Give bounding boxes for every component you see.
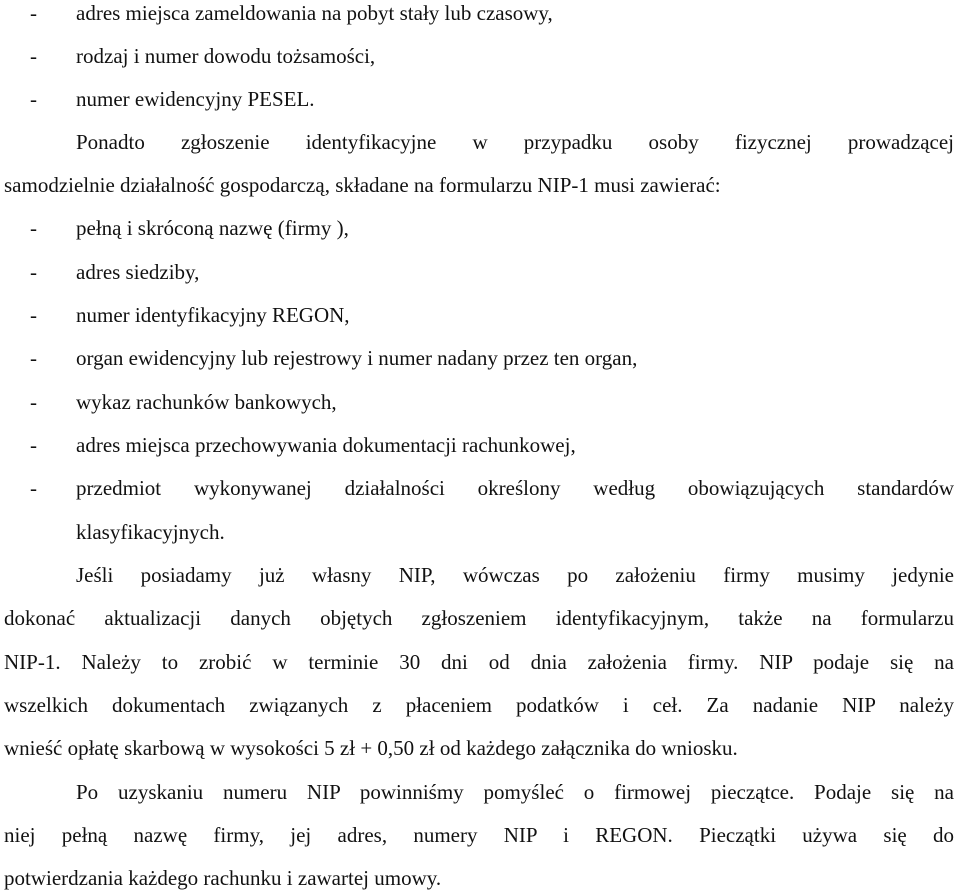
paragraph-line: potwierdzania każdego rachunku i zawartej umowy. bbox=[4, 866, 442, 890]
paragraph-line: samodzielnie działalność gospodarczą, składane na formularzu NIP-1 musi zawierać: bbox=[4, 173, 721, 197]
list-dash: - bbox=[30, 303, 37, 327]
paragraph-line: dokonać aktualizacji danych objętych zgłoszeniem identyfikacyjnym, także na formularzu bbox=[4, 606, 954, 630]
paragraph-line: Po uzyskaniu numeru NIP powinniśmy pomyśleć o firmowej pieczątce. Podaje się na bbox=[76, 780, 954, 804]
list-item-text: organ ewidencyjny lub rejestrowy i numer nadany przez ten organ, bbox=[76, 346, 638, 370]
list-item-text: adres miejsca zameldowania na pobyt stały lub czasowy, bbox=[76, 1, 553, 25]
paragraph-line: wnieść opłatę skarbową w wysokości 5 zł + 0,50 zł od każdego załącznika do wniosku. bbox=[4, 736, 738, 760]
paragraph-line: niej pełną nazwę firmy, jej adres, numery NIP i REGON. Pieczątki używa się do bbox=[4, 823, 954, 847]
list-dash: - bbox=[30, 260, 37, 284]
list-dash: - bbox=[30, 1, 37, 25]
list-item-text: numer identyfikacyjny REGON, bbox=[76, 303, 350, 327]
list-dash: - bbox=[30, 346, 37, 370]
list-dash: - bbox=[30, 390, 37, 414]
list-item-text: numer ewidencyjny PESEL. bbox=[76, 87, 315, 111]
list-dash: - bbox=[30, 87, 37, 111]
list-dash: - bbox=[30, 44, 37, 68]
list-dash: - bbox=[30, 476, 37, 500]
list-item-text: adres miejsca przechowywania dokumentacji rachunkowej, bbox=[76, 433, 576, 457]
list-item-text: wykaz rachunków bankowych, bbox=[76, 390, 337, 414]
paragraph-line: Ponadto zgłoszenie identyfikacyjne w przypadku osoby fizycznej prowadzącej bbox=[76, 130, 954, 154]
list-item-continuation: klasyfikacyjnych. bbox=[76, 520, 225, 544]
list-dash: - bbox=[30, 216, 37, 240]
list-dash: - bbox=[30, 433, 37, 457]
paragraph-line: wszelkich dokumentach związanych z płaceniem podatków i ceł. Za nadanie NIP należy bbox=[4, 693, 954, 717]
paragraph-line: Jeśli posiadamy już własny NIP, wówczas po założeniu firmy musimy jedynie bbox=[76, 563, 954, 587]
list-item-text: rodzaj i numer dowodu tożsamości, bbox=[76, 44, 376, 68]
list-item-text: pełną i skróconą nazwę (firmy ), bbox=[76, 216, 349, 240]
list-item-text: przedmiot wykonywanej działalności określony według obowiązujących standardów bbox=[76, 476, 954, 500]
list-item-text: adres siedziby, bbox=[76, 260, 200, 284]
paragraph-line: NIP-1. Należy to zrobić w terminie 30 dni od dnia założenia firmy. NIP podaje się na bbox=[4, 650, 954, 674]
